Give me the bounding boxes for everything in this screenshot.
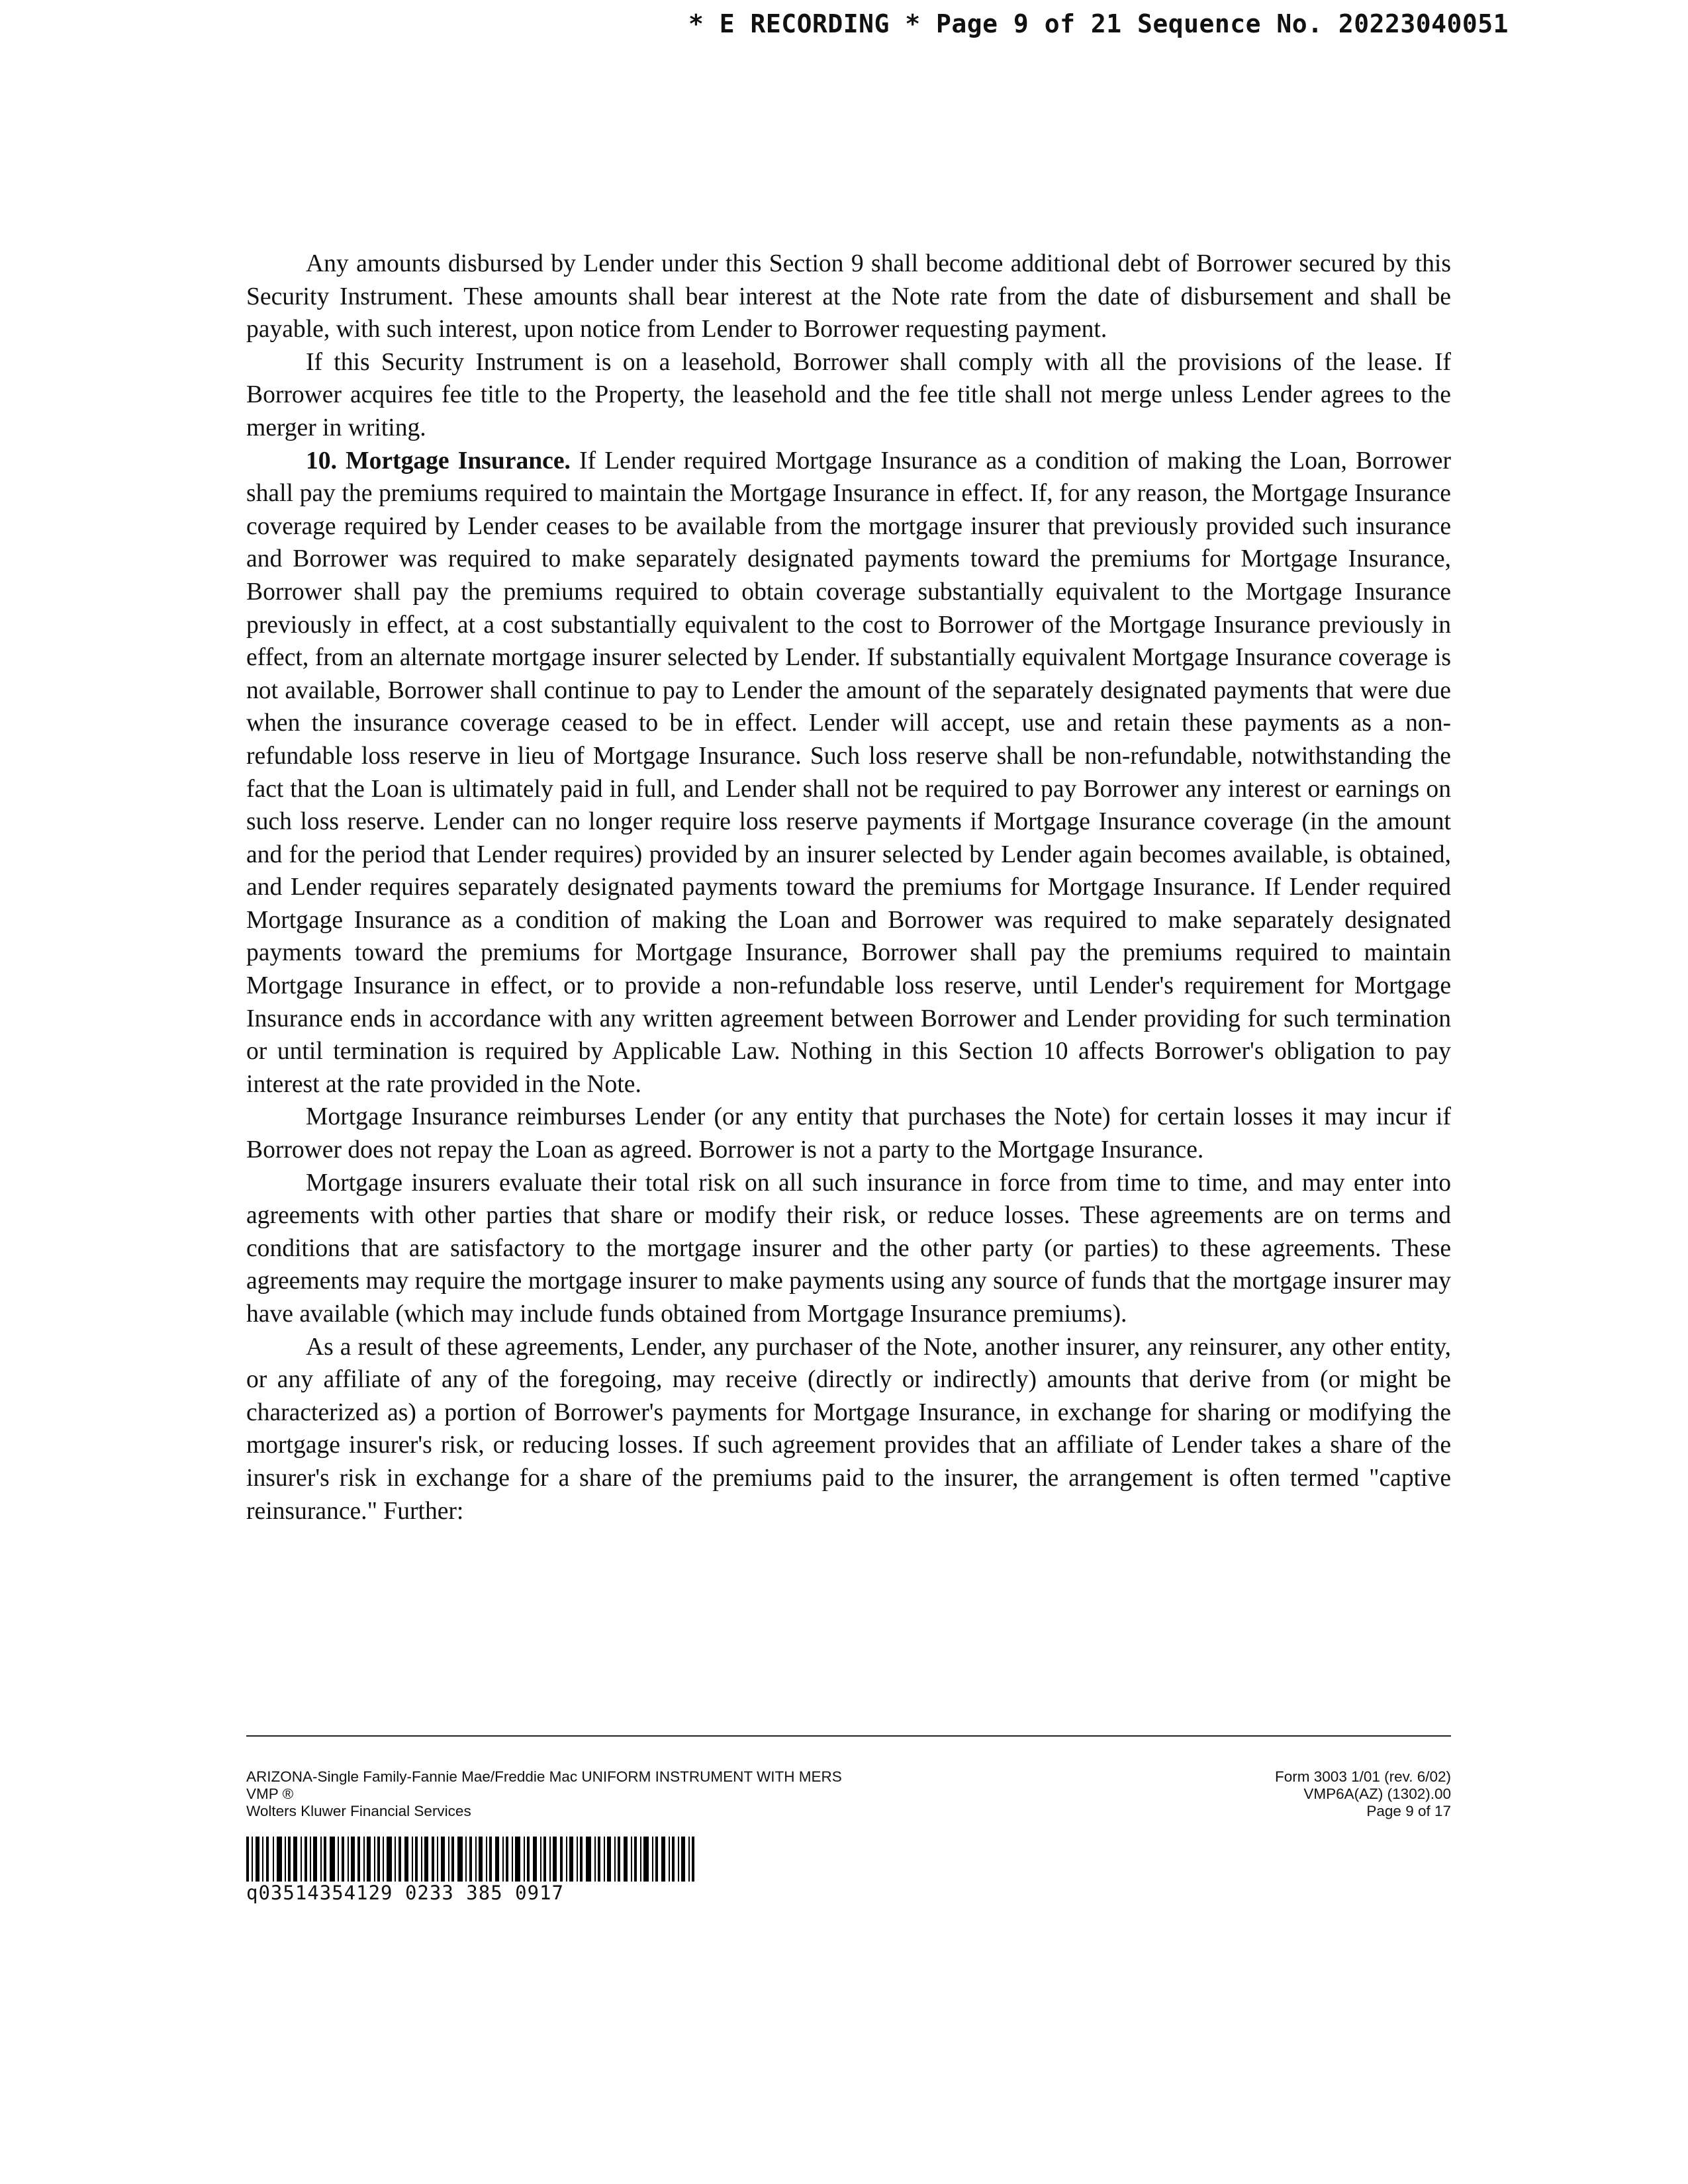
- paragraph-text: Mortgage insurers evaluate their total risk on all such insurance in force from time to time, and may enter into agreements with other parties that share or modify their risk, or reduce losses. These agreements are on terms and conditions that are satisfactory to the mortgage insurer and the other party (or parties) to these agreements. These agreements may require the mortgage insurer to make payments using any source of funds that the mortgage insurer may have available (which may include funds obtained from Mortgage Insurance premiums).: [246, 1169, 1451, 1328]
- footer-right: [1275, 1768, 1451, 1820]
- paragraph-text: As a result of these agreements, Lender, any purchaser of the Note, another insurer, any reinsurer, any other entity, or any affiliate of any of the foregoing, may receive (directly or indirectly) amounts that derive from (or might be characterized as) a portion of Borrower's payments for Mortgage Insurance, in exchange for sharing or modifying the mortgage insurer's risk, or reducing losses. If such agreement provides that an affiliate of Lender takes a share of the insurer's risk in exchange for a share of the premiums paid to the insurer, the arrangement is often termed "captive reinsurance." Further:: [246, 1333, 1451, 1525]
- paragraph-insurer-agreements: [246, 1167, 1451, 1331]
- barcode-number: q03514354129 0233 385 0917: [246, 1882, 564, 1904]
- footer-divider: [246, 1735, 1451, 1737]
- barcode-icon: [246, 1837, 710, 1882]
- publisher: Wolters Kluwer Financial Services: [246, 1803, 471, 1819]
- recording-header: * E RECORDING * Page 9 of 21 Sequence No. 20223040051: [688, 9, 1509, 38]
- paragraph-leasehold: [246, 346, 1451, 445]
- form-number: Form 3003 1/01 (rev. 6/02): [1275, 1768, 1451, 1785]
- page-number: Page 9 of 17: [1366, 1803, 1451, 1819]
- paragraph-mortgage-insurance: [246, 445, 1451, 1101]
- paragraph-text: If this Security Instrument is on a leasehold, Borrower shall comply with all the provisions of the lease. If Borrower acquires fee title to the Property, the leasehold and the fee title shall not merge unless Lender agrees to the merger in writing.: [246, 348, 1451, 441]
- paragraph-text: Any amounts disbursed by Lender under this Section 9 shall become additional debt of Borrower secured by this Security Instrument. These amounts shall bear interest at the Note rate from the date of disbursement and shall be payable, with such interest, upon notice from Lender to Borrower requesting payment.: [246, 250, 1451, 343]
- paragraph-text: Mortgage Insurance reimburses Lender (or any entity that purchases the Note) for certain losses it may incur if Borrower does not repay the Loan as agreed. Borrower is not a party to the Mortgage Insurance.: [246, 1103, 1451, 1164]
- paragraph-text: If Lender required Mortgage Insurance as a condition of making the Loan, Borrower shall pay the premiums required to maintain the Mortgage Insurance in effect. If, for any reason, the Mortgage Insurance coverage required by Lender ceases to be available from the mortgage insurer that previously provided such insurance and Borrower was required to make separately designated payments toward the premiums for Mortgage Insurance, Borrower shall pay the premiums required to obtain coverage substantially equivalent to the Mortgage Insurance previously in effect, at a cost substantially equivalent to the cost to Borrower of the Mortgage Insurance previously in effect, from an alternate mortgage insurer selected by Lender. If substantially equivalent Mortgage Insurance coverage is not available, Borrower shall continue to pay to Lender the amount of the separately designated payments that were due when the insurance coverage ceased to be in effect. Lender will accept, use and retain these payments as a non-refundable loss reserve in lieu of Mortgage Insurance. Such loss reserve shall be non-refundable, notwithstanding the fact that the Loan is ultimately paid in full, and Lender shall not be required to pay Borrower any interest or earnings on such loss reserve. Lender can no longer require loss reserve payments if Mortgage Insurance coverage (in the amount and for the period that Lender requires) provided by an insurer selected by Lender again becomes available, is obtained, and Lender requires separately designated payments toward the premiums for Mortgage Insurance. If Lender required Mortgage Insurance as a condition of making the Loan and Borrower was required to make separately designated payments toward the premiums for Mortgage Insurance, Borrower shall pay the premiums required to maintain Mortgage Insurance in effect, or to provide a non-refundable loss reserve, until Lender's requirement for Mortgage Insurance ends in accordance with any written agreement between Borrower and Lender providing for such termination or until termination is required by Applicable Law. Nothing in this Section 10 affects Borrower's obligation to pay interest at the rate provided in the Note.: [246, 447, 1451, 1098]
- paragraph-reimbursement: [246, 1101, 1451, 1166]
- section-heading: 10. Mortgage Insurance.: [306, 447, 571, 475]
- form-code: VMP6A(AZ) (1302).00: [1303, 1786, 1451, 1802]
- vmp-mark: VMP ®: [246, 1786, 294, 1802]
- footer-left: [246, 1768, 842, 1820]
- form-title: ARIZONA-Single Family-Fannie Mae/Freddie Mac UNIFORM INSTRUMENT WITH MERS: [246, 1768, 842, 1785]
- paragraph-disbursed-amounts: [246, 248, 1451, 346]
- document-body: [246, 248, 1451, 1527]
- paragraph-captive-reinsurance: [246, 1331, 1451, 1528]
